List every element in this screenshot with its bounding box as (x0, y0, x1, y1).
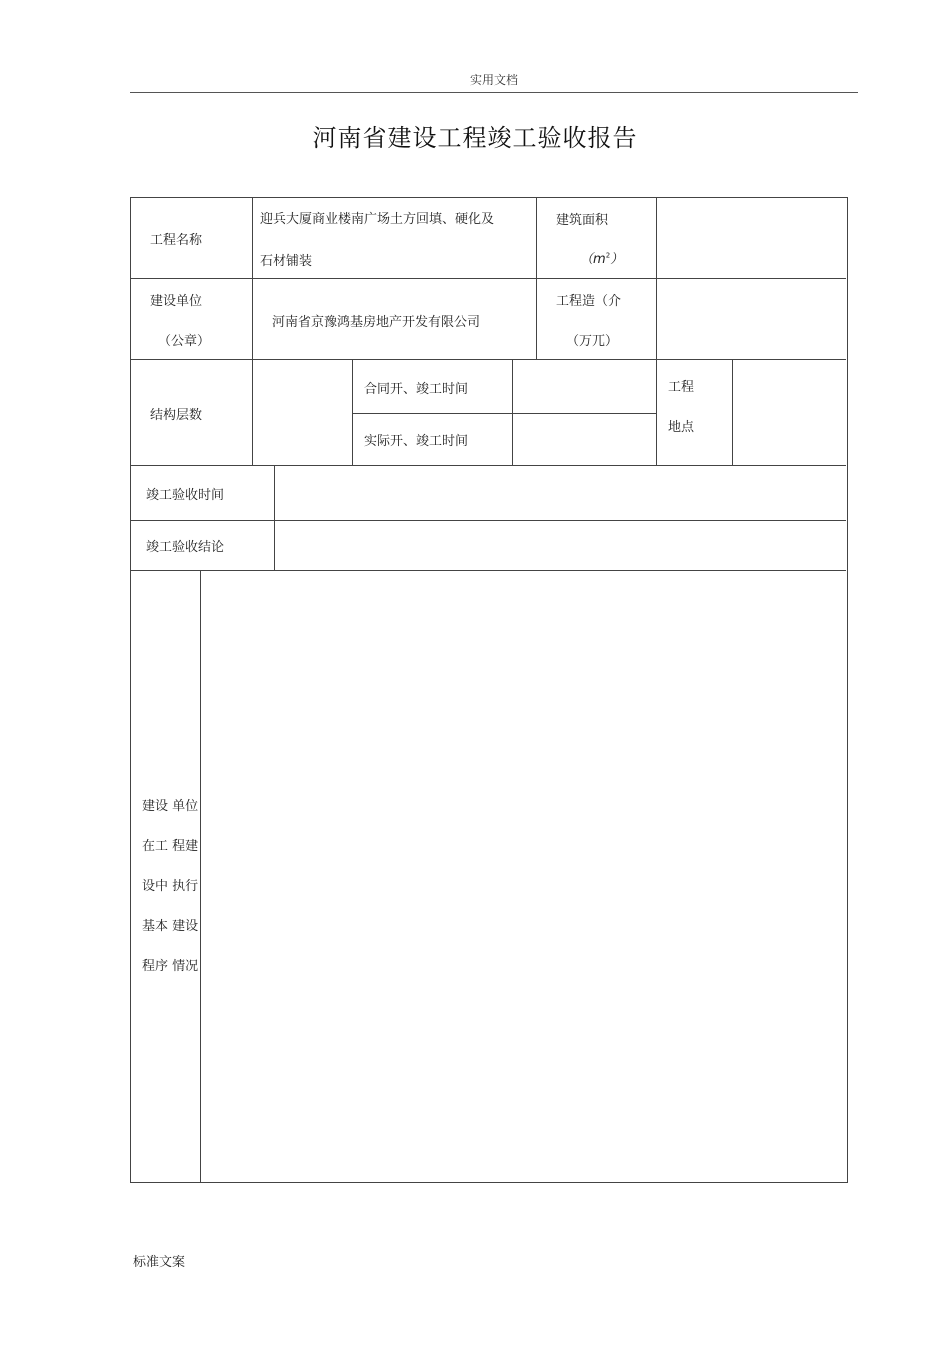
completion-time-value[interactable] (275, 466, 846, 520)
unit-m: m (593, 252, 606, 267)
unit-superscript: 2 (605, 251, 611, 260)
unit-close-paren: ） (610, 252, 624, 267)
building-area-unit (580, 248, 623, 267)
actual-dates-value[interactable] (513, 414, 656, 465)
project-cost-label: 工程造（介 (556, 294, 622, 309)
structure-floors-value[interactable] (253, 360, 352, 465)
procedure-value[interactable] (201, 571, 846, 1181)
project-cost-value[interactable] (657, 279, 846, 359)
col-divider-floors-value (352, 359, 353, 465)
procedure-label-line-1: 建设 单位 (142, 799, 199, 814)
construction-unit-label: 建设单位 (150, 294, 203, 309)
unit-open-paren: （ (580, 252, 594, 267)
completion-conclusion-value[interactable] (275, 521, 846, 570)
header-rule (130, 92, 858, 93)
building-area-value[interactable] (657, 198, 846, 278)
contract-dates-value[interactable] (513, 360, 656, 413)
running-header: 实用文档 (469, 73, 518, 87)
project-cost-unit: （万兀） (566, 334, 619, 349)
project-name-value-line2[interactable]: 石材铺装 (260, 254, 313, 269)
actual-dates-label: 实际开、竣工时间 (364, 434, 469, 449)
procedure-label-line-3: 设中 执行 (142, 879, 199, 894)
location-label-line1: 工程 (668, 380, 695, 395)
location-value[interactable] (733, 360, 846, 465)
document-title: 河南省建设工程竣工验收报告 (312, 124, 638, 152)
project-name-label: 工程名称 (150, 233, 203, 248)
construction-unit-value[interactable]: 河南省京豫鸿基房地产开发有限公司 (272, 315, 481, 330)
contract-dates-label: 合同开、竣工时间 (364, 382, 469, 397)
building-area-label: 建筑面积 (556, 213, 609, 228)
col-divider-area-label (536, 197, 537, 359)
procedure-label-line-5: 程序 情况 (142, 959, 199, 974)
procedure-label-line-2: 在工 程建 (142, 839, 199, 854)
page-footer: 标准文案 (133, 1255, 186, 1270)
project-name-value-line1[interactable]: 迎兵大厦商业楼南广场土方回填、硬化及 (260, 212, 495, 227)
completion-conclusion-label: 竣工验收结论 (146, 540, 225, 555)
structure-floors-label: 结构层数 (150, 408, 203, 423)
completion-time-label: 竣工验收时间 (146, 488, 225, 503)
location-label-line2: 地点 (668, 420, 695, 435)
construction-unit-seal: （公章） (158, 334, 211, 349)
procedure-label-line-4: 基本 建设 (142, 919, 199, 934)
